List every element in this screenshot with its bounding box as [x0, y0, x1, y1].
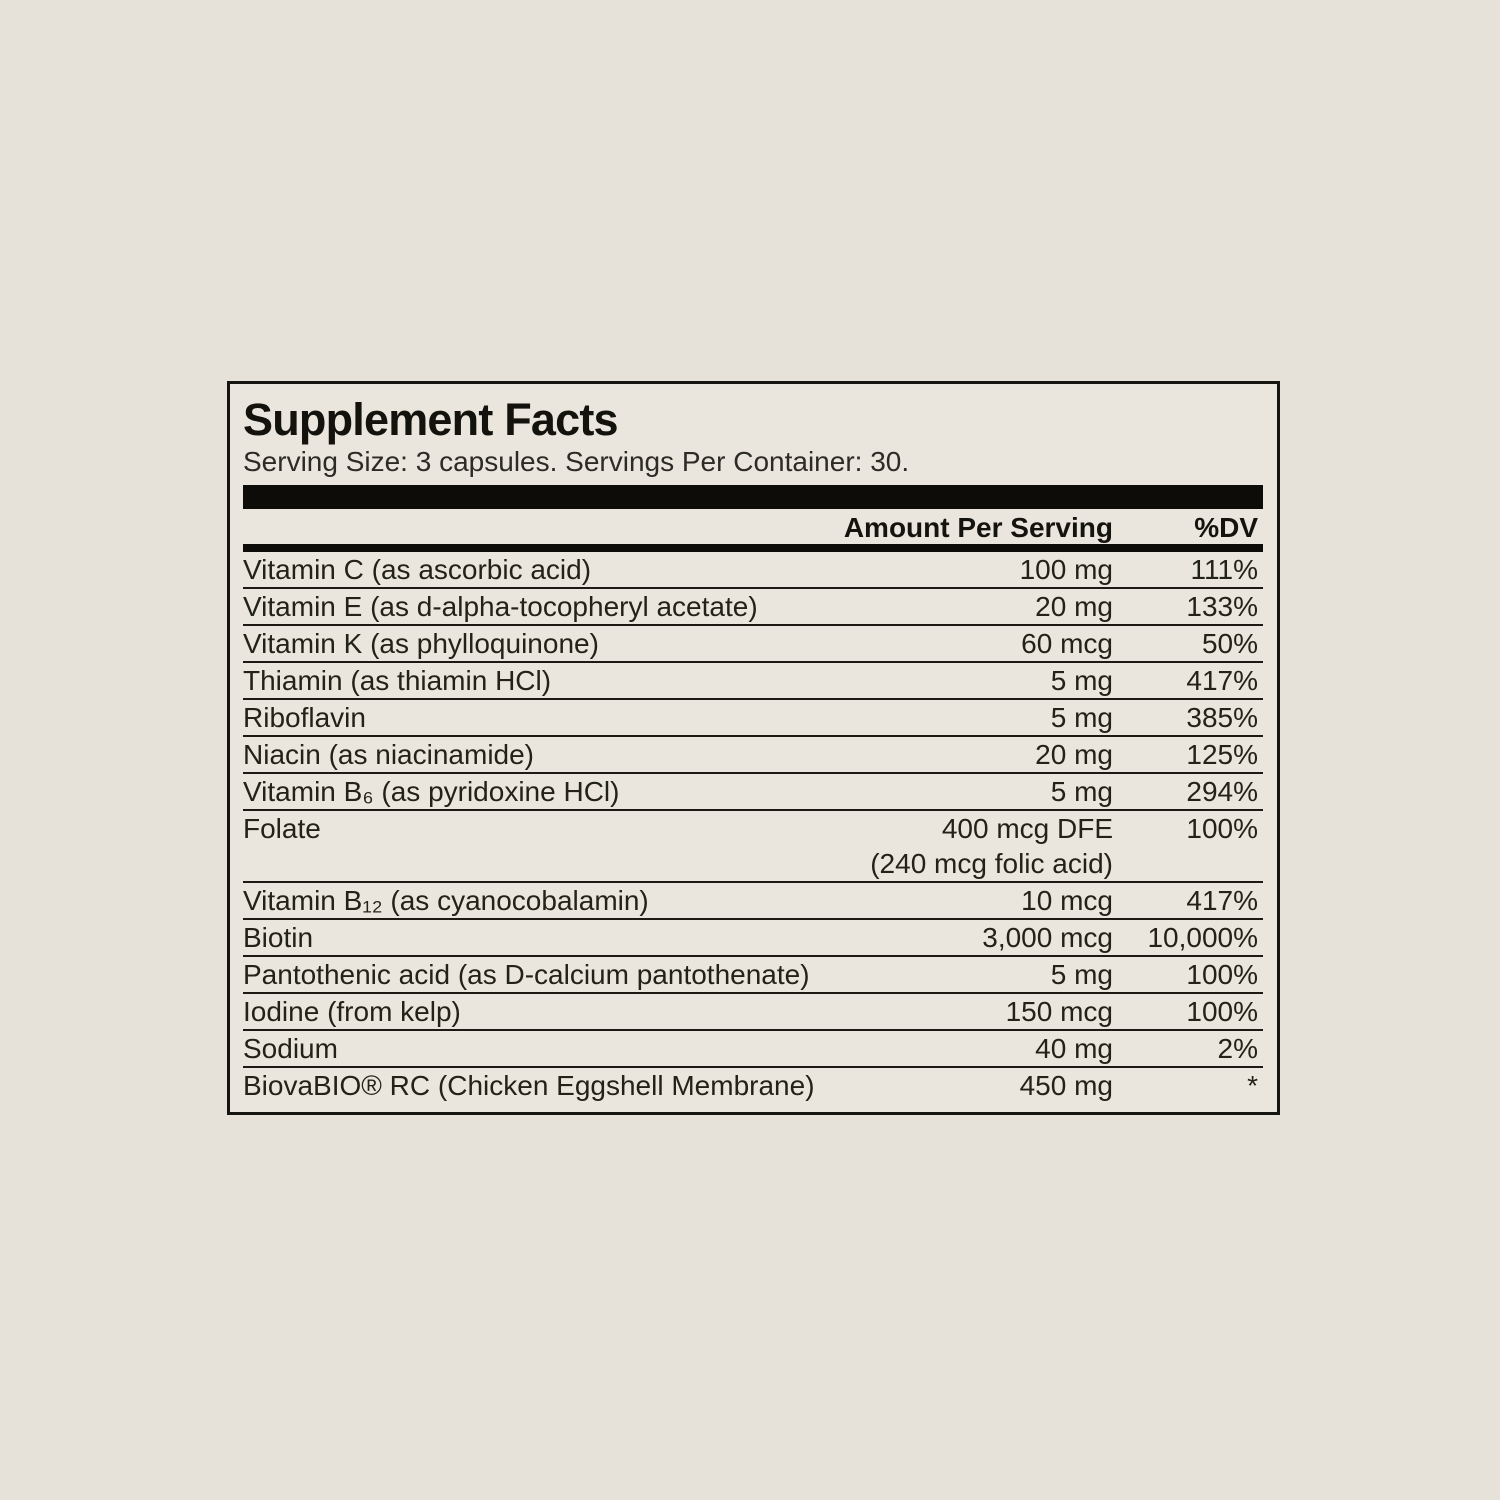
nutrient-dv: * [1247, 1070, 1258, 1101]
nutrient-name: Vitamin K (as phylloquinone) [243, 628, 599, 659]
nutrient-amount: 400 mcg DFE (240 mcg folic acid) [870, 813, 1113, 879]
nutrient-amount: 5 mg [1050, 665, 1113, 696]
nutrient-dv: 100% [1186, 959, 1258, 990]
nutrient-name: Vitamin E (as d-alpha-tocopheryl acetate) [243, 591, 758, 622]
thick-divider-bar [243, 485, 1263, 509]
nutrient-amount: 5 mg [1050, 959, 1113, 990]
nutrient-dv: 417% [1186, 885, 1258, 916]
nutrient-amount: 450 mg [1019, 1070, 1113, 1101]
nutrient-amount-line2: (240 mcg folic acid) [870, 848, 1113, 879]
nutrient-name: Sodium [243, 1033, 338, 1064]
nutrient-name: Thiamin (as thiamin HCl) [243, 665, 552, 696]
column-header-dv: %DV [1194, 512, 1258, 543]
nutrient-dv: 2% [1217, 1033, 1258, 1064]
nutrient-name: Vitamin B₆ (as pyridoxine HCl) [243, 776, 620, 807]
serving-info: Serving Size: 3 capsules. Servings Per Container: 30. [243, 446, 910, 477]
nutrient-dv: 10,000% [1147, 922, 1258, 953]
nutrient-dv: 417% [1186, 665, 1258, 696]
nutrient-name: Iodine (from kelp) [243, 996, 461, 1027]
nutrient-amount: 150 mcg [1005, 996, 1113, 1027]
nutrient-name: Vitamin B₁₂ (as cyanocobalamin) [243, 885, 649, 916]
nutrient-name: Niacin (as niacinamide) [243, 739, 535, 770]
label-title: Supplement Facts [243, 394, 618, 445]
nutrient-dv: 125% [1186, 739, 1258, 770]
nutrient-name: Pantothenic acid (as D-calcium pantothenate) [243, 959, 810, 990]
table-row [243, 698, 1263, 735]
nutrient-amount: 5 mg [1050, 702, 1113, 733]
nutrient-dv: 100% [1186, 996, 1258, 1027]
nutrient-name: BiovaBIO® RC (Chicken Eggshell Membrane) [243, 1070, 815, 1101]
table-row [243, 881, 1263, 918]
nutrient-dv: 385% [1186, 702, 1258, 733]
table-row [243, 661, 1263, 698]
nutrient-dv: 100% [1186, 813, 1258, 844]
supplement-facts-panel [227, 381, 1280, 1115]
header-underline-bar [243, 544, 1263, 552]
nutrient-amount: 3,000 mcg [982, 922, 1113, 953]
table-row [243, 1066, 1263, 1103]
nutrient-amount: 5 mg [1050, 776, 1113, 807]
table-row [243, 955, 1263, 992]
nutrient-amount: 100 mg [1019, 554, 1113, 585]
nutrient-dv: 111% [1190, 554, 1258, 585]
table-row [243, 1029, 1263, 1066]
nutrient-table [243, 552, 1263, 1103]
table-row [243, 552, 1263, 587]
column-header-amount: Amount Per Serving [843, 512, 1113, 543]
table-row [243, 918, 1263, 955]
nutrient-amount: 40 mg [1035, 1033, 1113, 1064]
table-row [243, 735, 1263, 772]
table-row [243, 624, 1263, 661]
nutrient-amount: 20 mg [1035, 591, 1113, 622]
nutrient-dv: 133% [1186, 591, 1258, 622]
nutrient-name: Vitamin C (as ascorbic acid) [243, 554, 592, 585]
nutrient-amount: 60 mcg [1021, 628, 1113, 659]
table-row [243, 809, 1263, 881]
table-header-row [243, 509, 1263, 544]
nutrient-amount: 10 mcg [1021, 885, 1113, 916]
nutrient-dv: 294% [1186, 776, 1258, 807]
nutrient-name: Folate [243, 813, 321, 844]
nutrient-amount: 20 mg [1035, 739, 1113, 770]
table-row [243, 587, 1263, 624]
nutrient-name: Riboflavin [243, 702, 366, 733]
table-row [243, 992, 1263, 1029]
nutrient-name: Biotin [243, 922, 314, 953]
nutrient-dv: 50% [1201, 628, 1258, 659]
table-row [243, 772, 1263, 809]
